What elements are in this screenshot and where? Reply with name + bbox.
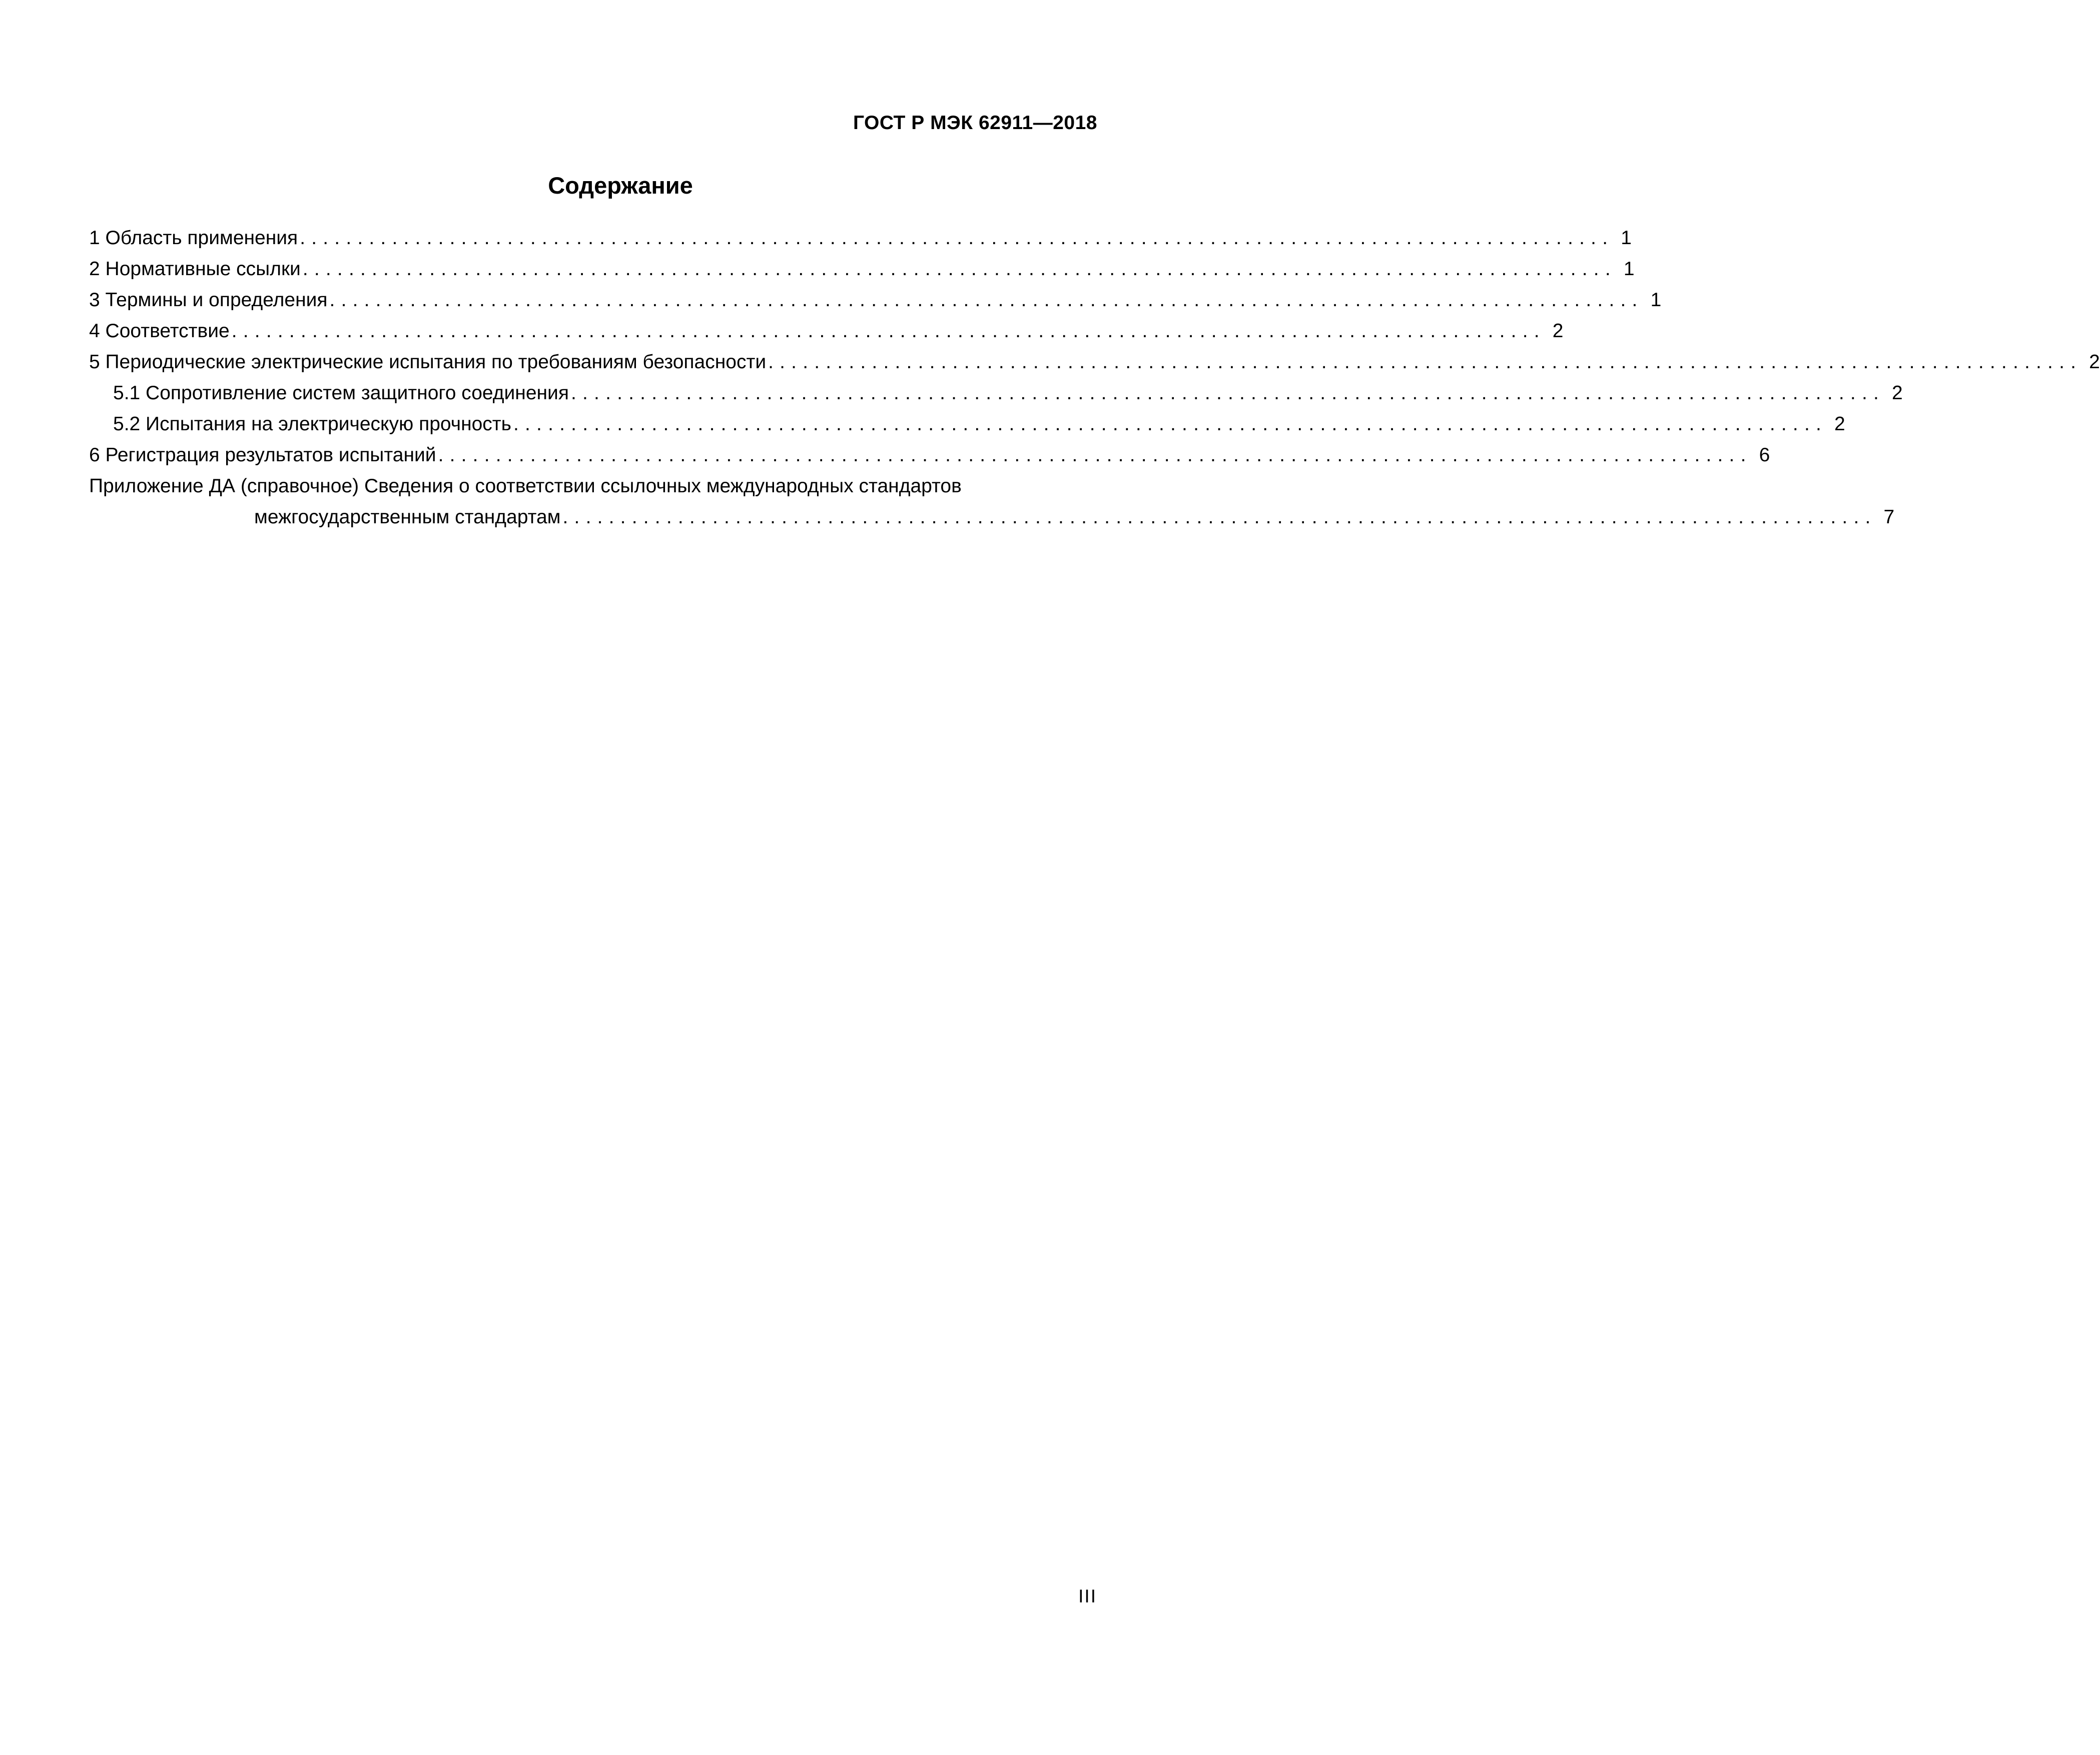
toc-item-label: 5.2 Испытания на электрическую прочность — [113, 413, 511, 435]
toc-item-page: 2 — [1834, 413, 1845, 435]
toc-item-label: 1 Область применения — [89, 227, 298, 249]
toc-dot-leader: .................................................................................................................. — [302, 258, 1617, 280]
toc-item-page: 1 — [1623, 258, 1635, 280]
toc-item-page: 7 — [1883, 506, 1895, 528]
document-code: ГОСТ Р МЭК 62911—2018 — [853, 112, 1097, 134]
toc-item-compliance[interactable] — [89, 316, 1564, 347]
toc-item-label: 5 Периодические электрические испытания по требованиям безопасности — [89, 351, 767, 373]
toc-dot-leader: .................................................................................................................. — [513, 413, 1828, 435]
toc-item-page: 1 — [1621, 227, 1632, 249]
toc-item-label: 2 Нормативные ссылки — [89, 258, 301, 280]
toc-item-label-line2: межгосударственным стандартам — [254, 506, 561, 528]
toc-item-test-records[interactable] — [89, 440, 1770, 471]
toc-item-appendix-da[interactable] — [89, 471, 1895, 533]
page-number: III — [1078, 1586, 1097, 1606]
toc-item-label: 6 Регистрация результатов испытаний — [89, 444, 436, 466]
toc-dot-leader: .................................................................................................................. — [231, 320, 1546, 342]
toc-dot-leader: .................................................................................................................. — [438, 444, 1752, 466]
toc-item-label: 4 Соответствие — [89, 320, 230, 342]
toc-item-terms-definitions[interactable] — [89, 285, 1662, 316]
toc-item-scope[interactable] — [89, 223, 1632, 254]
toc-item-protective-bonding[interactable] — [89, 378, 1903, 409]
toc-item-page: 6 — [1759, 444, 1770, 466]
toc-item-page: 1 — [1650, 289, 1662, 311]
toc-item-page: 2 — [2089, 351, 2100, 373]
toc-dot-leader: .................................................................................................................. — [329, 289, 1644, 311]
toc-item-label-line1: Приложение ДА (справочное) Сведения о соответствии ссылочных международных стандартов — [89, 475, 962, 497]
toc-item-dielectric-strength[interactable] — [89, 409, 1845, 440]
toc-title: Содержание — [548, 172, 693, 199]
toc-item-page: 2 — [1892, 382, 1903, 404]
toc-item-periodic-tests[interactable] — [89, 347, 2100, 378]
toc-item-label: 3 Термины и определения — [89, 289, 328, 311]
toc-dot-leader: .................................................................................................................. — [570, 382, 1885, 404]
toc-item-page: 2 — [1552, 320, 1564, 342]
table-of-contents — [89, 223, 2100, 533]
toc-dot-leader: .................................................................................................................. — [300, 227, 1614, 249]
toc-dot-leader: .................................................................................................................. — [562, 506, 1877, 528]
toc-item-label: 5.1 Сопротивление систем защитного соединения — [113, 382, 569, 404]
toc-dot-leader: .................................................................................................................. — [768, 351, 2082, 373]
toc-item-normative-references[interactable] — [89, 254, 1635, 285]
